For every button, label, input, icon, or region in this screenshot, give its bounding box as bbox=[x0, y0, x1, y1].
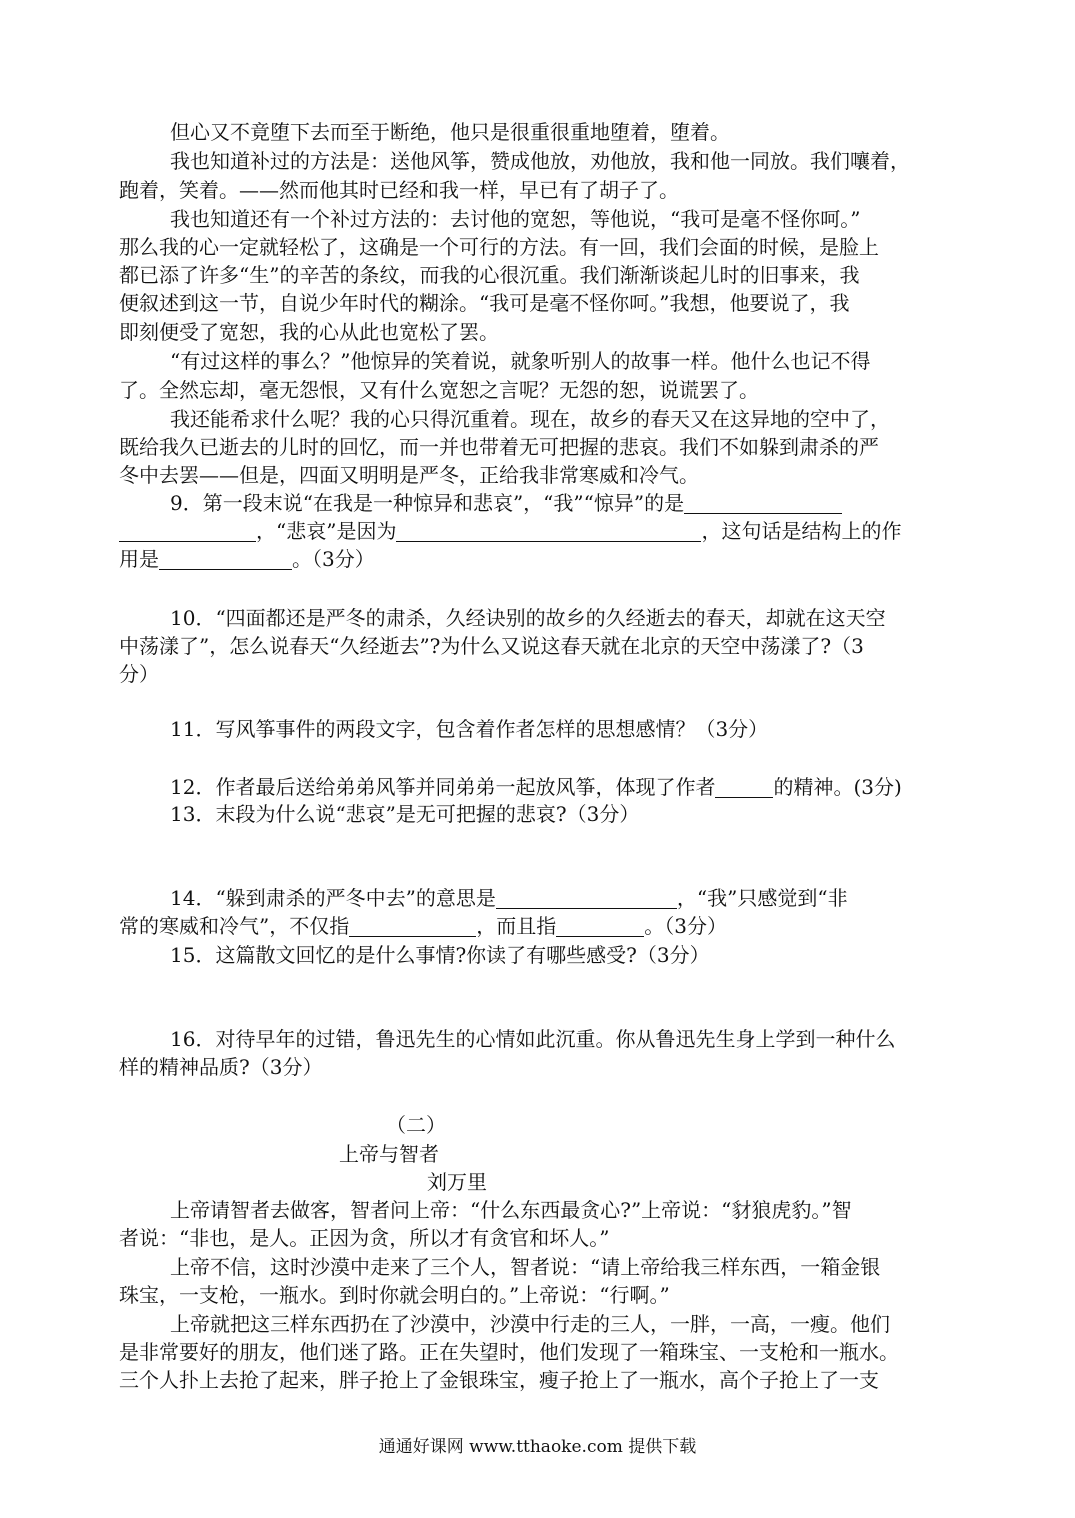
text-line: 既给我久已逝去的儿时的回忆，而一并也带着无可把握的悲哀。我们不如躲到肃杀的严 bbox=[119, 435, 879, 459]
text-line: 样的精神品质?（3分） bbox=[119, 1055, 323, 1079]
text-line: 都已添了许多“生”的辛苦的条纹，而我的心很沉重。我们渐渐谈起儿时的旧事来，我 bbox=[119, 263, 860, 287]
answer-blank[interactable] bbox=[159, 549, 292, 570]
text-line: 冬中去罢——但是，四面又明明是严冬，正给我非常寒威和冷气。 bbox=[119, 463, 699, 487]
question-text: 的精神。(3分) bbox=[773, 775, 902, 799]
question-9 bbox=[170, 489, 842, 517]
question-text: ，这句话是结构上的作 bbox=[701, 519, 902, 543]
text-line: 分） bbox=[119, 662, 159, 686]
article-title: 上帝与智者 bbox=[339, 1142, 439, 1166]
answer-blank[interactable] bbox=[119, 521, 256, 542]
text-line: 便叙述到这一节，自说少年时代的糊涂。“我可是毫不怪你呵。”我想，他要说了，我 bbox=[119, 291, 850, 315]
question-12 bbox=[170, 773, 902, 801]
text-line: 跑着，笑着。——然而他其时已经和我一样，早已有了胡子了。 bbox=[119, 178, 679, 202]
question-9-line-3 bbox=[119, 545, 375, 573]
question-text: 14．“躲到肃杀的严冬中去”的意思是 bbox=[170, 886, 496, 910]
page-footer: 通通好课网 www.tthaoke.com 提供下载 bbox=[378, 1437, 697, 1457]
answer-blank[interactable] bbox=[556, 916, 644, 937]
text-line: 上帝不信，这时沙漠中走来了三个人，智者说：“请上帝给我三样东西，一箱金银 bbox=[170, 1255, 881, 1279]
question-text: 9．第一段末说“在我是一种惊异和悲哀”，“我”“惊异”的是 bbox=[170, 491, 685, 515]
question-11: 11．写风筝事件的两段文字，包含着作者怎样的思想感情？（3分） bbox=[170, 717, 769, 741]
question-14-line-2 bbox=[119, 912, 727, 940]
question-text: ，“我”只感觉到“非 bbox=[676, 886, 848, 910]
question-text: 用是 bbox=[119, 547, 159, 571]
text-line: 我也知道补过的方法是：送他风筝，赞成他放，劝他放，我和他一同放。我们嚷着， bbox=[170, 149, 910, 173]
question-9-line-2 bbox=[119, 517, 901, 545]
text-line: 上帝就把这三样东西扔在了沙漠中，沙漠中行走的三人，一胖，一高，一瘦。他们 bbox=[170, 1312, 890, 1336]
question-text: 。（3分） bbox=[292, 547, 375, 571]
text-line: 我还能希求什么呢？我的心只得沉重着。现在，故乡的春天又在这异地的空中了， bbox=[170, 407, 890, 431]
question-text: ，“悲哀”是因为 bbox=[256, 519, 397, 543]
text-line: 三个人扑上去抢了起来，胖子抢上了金银珠宝，瘦子抢上了一瓶水，高个子抢上了一支 bbox=[119, 1368, 879, 1392]
answer-blank[interactable] bbox=[496, 888, 677, 909]
text-line: 上帝请智者去做客，智者问上帝：“什么东西最贪心?”上帝说：“豺狼虎豹。”智 bbox=[170, 1198, 852, 1222]
text-line: 珠宝，一支枪，一瓶水。到时你就会明白的。”上帝说：“行啊。” bbox=[119, 1283, 670, 1307]
article-author: 刘万里 bbox=[427, 1170, 487, 1194]
answer-blank[interactable] bbox=[349, 916, 476, 937]
question-text: ，而且指 bbox=[476, 914, 557, 938]
text-line: 者说：“非也，是人。正因为贪，所以才有贪官和坏人。” bbox=[119, 1226, 610, 1250]
answer-blank[interactable] bbox=[684, 493, 842, 514]
question-text: 常的寒威和冷气”，不仅指 bbox=[119, 914, 350, 938]
text-line: “有过这样的事么？”他惊异的笑着说，就象听别人的故事一样。他什么也记不得 bbox=[170, 349, 871, 373]
text-line: 即刻便受了宽恕，我的心从此也宽松了罢。 bbox=[119, 320, 499, 344]
text-line: 但心又不竟堕下去而至于断绝，他只是很重很重地堕着，堕着。 bbox=[170, 120, 730, 144]
question-15: 15．这篇散文回忆的是什么事情?你读了有哪些感受?（3分） bbox=[170, 943, 710, 967]
text-line: 了。全然忘却，毫无怨恨，又有什么宽恕之言呢？无怨的恕，说谎罢了。 bbox=[119, 378, 759, 402]
question-text: 。（3分） bbox=[644, 914, 727, 938]
answer-blank[interactable] bbox=[396, 521, 701, 542]
question-13: 13．末段为什么说“悲哀”是无可把握的悲哀?（3分） bbox=[170, 802, 640, 826]
text-line: 那么我的心一定就轻松了，这确是一个可行的方法。有一回，我们会面的时候，是脸上 bbox=[119, 235, 879, 259]
text-line: 我也知道还有一个补过方法的：去讨他的宽恕，等他说，“我可是毫不怪你呵。” bbox=[170, 207, 861, 231]
question-10: 10．“四面都还是严冬的肃杀，久经诀别的故乡的久经逝去的春天，却就在这天空 bbox=[170, 606, 886, 630]
answer-blank[interactable] bbox=[715, 777, 773, 798]
question-14 bbox=[170, 884, 848, 912]
question-text: 12．作者最后送给弟弟风筝并同弟弟一起放风筝，体现了作者 bbox=[170, 775, 716, 799]
text-line: 中荡漾了”，怎么说春天“久经逝去”?为什么又说这春天就在北京的天空中荡漾了?（3 bbox=[119, 634, 864, 658]
question-16: 16．对待早年的过错，鲁迅先生的心情如此沉重。你从鲁迅先生身上学到一种什么 bbox=[170, 1027, 896, 1051]
text-line: 是非常要好的朋友，他们迷了路。正在失望时，他们发现了一箱珠宝、一支枪和一瓶水。 bbox=[119, 1340, 899, 1364]
section-heading: （二） bbox=[386, 1113, 446, 1137]
